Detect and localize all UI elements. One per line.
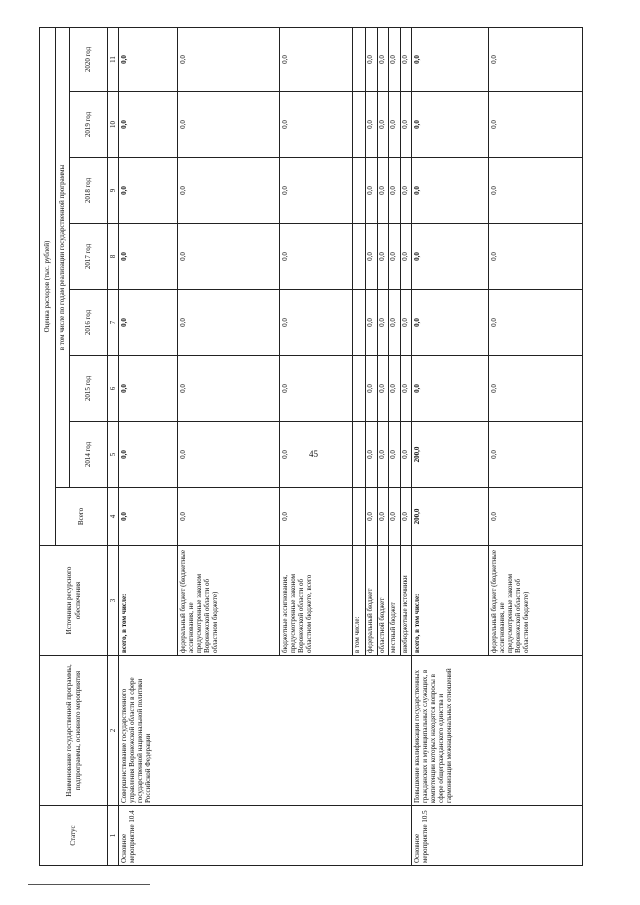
- table-row: [412, 27, 488, 865]
- year-value-cell: 0,0: [177, 158, 279, 224]
- column-number: 9: [108, 158, 119, 224]
- year-value-cell: 0,0: [377, 158, 389, 224]
- year-value-cell: 0,0: [488, 158, 582, 224]
- year-value-cell: 0,0: [389, 224, 401, 290]
- year-value-cell: 0,0: [400, 158, 412, 224]
- budget-table: [39, 27, 583, 866]
- total-value-cell: 0,0: [177, 488, 279, 546]
- year-value-cell: 0,0: [366, 356, 378, 422]
- header-year: 2017 год: [70, 224, 108, 290]
- page-number: 45: [309, 449, 318, 459]
- year-value-cell: [353, 290, 366, 356]
- year-value-cell: 0,0: [177, 356, 279, 422]
- year-value-cell: [353, 422, 366, 488]
- source-cell: федеральный бюджет (бюджетные ассигнования, не предусмотренные законом Воронежской области об областном бюджете): [488, 546, 582, 656]
- name-cell: Совершенствование государственного управления Воронежской области в сфере государственной национальной политики Российской Федерации: [119, 656, 412, 806]
- year-value-cell: 0,0: [488, 27, 582, 91]
- year-value-cell: 200,0: [412, 422, 488, 488]
- column-number: 3: [108, 546, 119, 656]
- source-cell: всего, в том числе:: [412, 546, 488, 656]
- header-year: 2018 год: [70, 158, 108, 224]
- header-year: 2016 год: [70, 290, 108, 356]
- total-value-cell: [353, 488, 366, 546]
- year-value-cell: 0,0: [279, 356, 353, 422]
- table-row: [119, 27, 178, 865]
- source-cell: в том числе:: [353, 546, 366, 656]
- year-value-cell: 0,0: [377, 290, 389, 356]
- year-value-cell: 0,0: [279, 27, 353, 91]
- year-value-cell: 0,0: [366, 27, 378, 91]
- column-number: 4: [108, 488, 119, 546]
- year-value-cell: 0,0: [400, 92, 412, 158]
- year-value-cell: 0,0: [400, 224, 412, 290]
- year-value-cell: 0,0: [177, 290, 279, 356]
- year-value-cell: 0,0: [412, 92, 488, 158]
- source-cell: всего, в том числе:: [119, 546, 178, 656]
- year-value-cell: 0,0: [400, 27, 412, 91]
- year-value-cell: 0,0: [412, 224, 488, 290]
- total-value-cell: 0,0: [366, 488, 378, 546]
- year-value-cell: 0,0: [389, 27, 401, 91]
- year-value-cell: 0,0: [389, 290, 401, 356]
- year-value-cell: [353, 158, 366, 224]
- year-value-cell: 0,0: [488, 224, 582, 290]
- year-value-cell: 0,0: [389, 422, 401, 488]
- year-value-cell: 0,0: [389, 92, 401, 158]
- source-cell: бюджетные ассигнования, предусмотренные законом Воронежской области об областном бюджете, всего: [279, 546, 353, 656]
- total-value-cell: 0,0: [377, 488, 389, 546]
- header-name: Наименование государственной программы, подпрограммы, основного мероприятия: [40, 656, 108, 806]
- year-value-cell: 0,0: [119, 158, 178, 224]
- year-value-cell: 0,0: [400, 356, 412, 422]
- year-value-cell: [353, 92, 366, 158]
- rotated-table-container: [39, 28, 583, 866]
- column-number: 7: [108, 290, 119, 356]
- year-value-cell: 0,0: [400, 422, 412, 488]
- source-cell: местный бюджет: [389, 546, 401, 656]
- year-value-cell: 0,0: [412, 290, 488, 356]
- year-value-cell: 0,0: [119, 224, 178, 290]
- total-value-cell: 0,0: [119, 488, 178, 546]
- year-value-cell: 0,0: [177, 92, 279, 158]
- year-value-cell: 0,0: [488, 422, 582, 488]
- header-year: 2019 год: [70, 92, 108, 158]
- column-number: 1: [108, 806, 119, 866]
- year-value-cell: 0,0: [177, 422, 279, 488]
- year-value-cell: 0,0: [366, 224, 378, 290]
- column-number: 2: [108, 656, 119, 806]
- year-value-cell: [353, 356, 366, 422]
- year-value-cell: 0,0: [400, 290, 412, 356]
- source-cell: федеральный бюджет (бюджетные ассигнования, не предусмотренные законом Воронежской области об областном бюджете): [177, 546, 279, 656]
- year-value-cell: 0,0: [488, 92, 582, 158]
- year-value-cell: 0,0: [377, 422, 389, 488]
- header-source: Источники ресурсного обеспечения: [40, 546, 108, 656]
- year-value-cell: 0,0: [377, 356, 389, 422]
- total-value-cell: 0,0: [488, 488, 582, 546]
- year-value-cell: 0,0: [279, 224, 353, 290]
- year-value-cell: 0,0: [366, 158, 378, 224]
- year-value-cell: 0,0: [119, 356, 178, 422]
- column-number: 5: [108, 422, 119, 488]
- total-value-cell: 0,0: [389, 488, 401, 546]
- year-value-cell: [353, 27, 366, 91]
- year-value-cell: 0,0: [488, 356, 582, 422]
- source-cell: внебюджетные источники: [400, 546, 412, 656]
- header-year: 2015 год: [70, 356, 108, 422]
- year-value-cell: 0,0: [119, 290, 178, 356]
- year-value-cell: 0,0: [412, 158, 488, 224]
- year-value-cell: 0,0: [119, 422, 178, 488]
- year-value-cell: 0,0: [389, 158, 401, 224]
- year-value-cell: 0,0: [377, 224, 389, 290]
- header-year: 2014 год: [70, 422, 108, 488]
- year-value-cell: [353, 224, 366, 290]
- name-cell: Повышение квалификации государственных гражданских и муниципальных служащих, в компетенции которых находятся вопросы в сфере общегражданского единства и гармонизации межнациональных отношений: [412, 656, 583, 806]
- total-value-cell: 0,0: [279, 488, 353, 546]
- year-value-cell: 0,0: [377, 92, 389, 158]
- year-value-cell: 0,0: [177, 27, 279, 91]
- total-value-cell: 200,0: [412, 488, 488, 546]
- column-number: 10: [108, 92, 119, 158]
- table-body: [119, 27, 583, 865]
- year-value-cell: 0,0: [412, 27, 488, 91]
- status-cell: Основное мероприятие 10.4: [119, 806, 412, 866]
- year-value-cell: 0,0: [377, 27, 389, 91]
- year-value-cell: 0,0: [177, 224, 279, 290]
- year-value-cell: 0,0: [279, 92, 353, 158]
- year-value-cell: 0,0: [279, 290, 353, 356]
- year-value-cell: 0,0: [279, 422, 353, 488]
- header-year: 2020 год: [70, 27, 108, 91]
- year-value-cell: 0,0: [366, 290, 378, 356]
- column-number: 8: [108, 224, 119, 290]
- total-value-cell: 0,0: [400, 488, 412, 546]
- year-value-cell: 0,0: [366, 422, 378, 488]
- year-value-cell: 0,0: [279, 158, 353, 224]
- year-value-cell: 0,0: [412, 356, 488, 422]
- status-cell: Основное мероприятие 10.5: [412, 806, 583, 866]
- footer-rule: [28, 884, 150, 885]
- header-status: Статус: [40, 806, 108, 866]
- column-number: 11: [108, 27, 119, 91]
- year-value-cell: 0,0: [389, 356, 401, 422]
- source-cell: областной бюджет: [377, 546, 389, 656]
- year-value-cell: 0,0: [119, 27, 178, 91]
- source-cell: федеральный бюджет: [366, 546, 378, 656]
- header-estimate: Оценка расходов (тыс. рублей): [40, 27, 56, 545]
- column-number: 6: [108, 356, 119, 422]
- header-total: Всего: [56, 488, 108, 546]
- year-value-cell: 0,0: [488, 290, 582, 356]
- year-value-cell: 0,0: [366, 92, 378, 158]
- year-value-cell: 0,0: [119, 92, 178, 158]
- header-by-year: в том числе по годам реализации государственной программы: [56, 27, 70, 487]
